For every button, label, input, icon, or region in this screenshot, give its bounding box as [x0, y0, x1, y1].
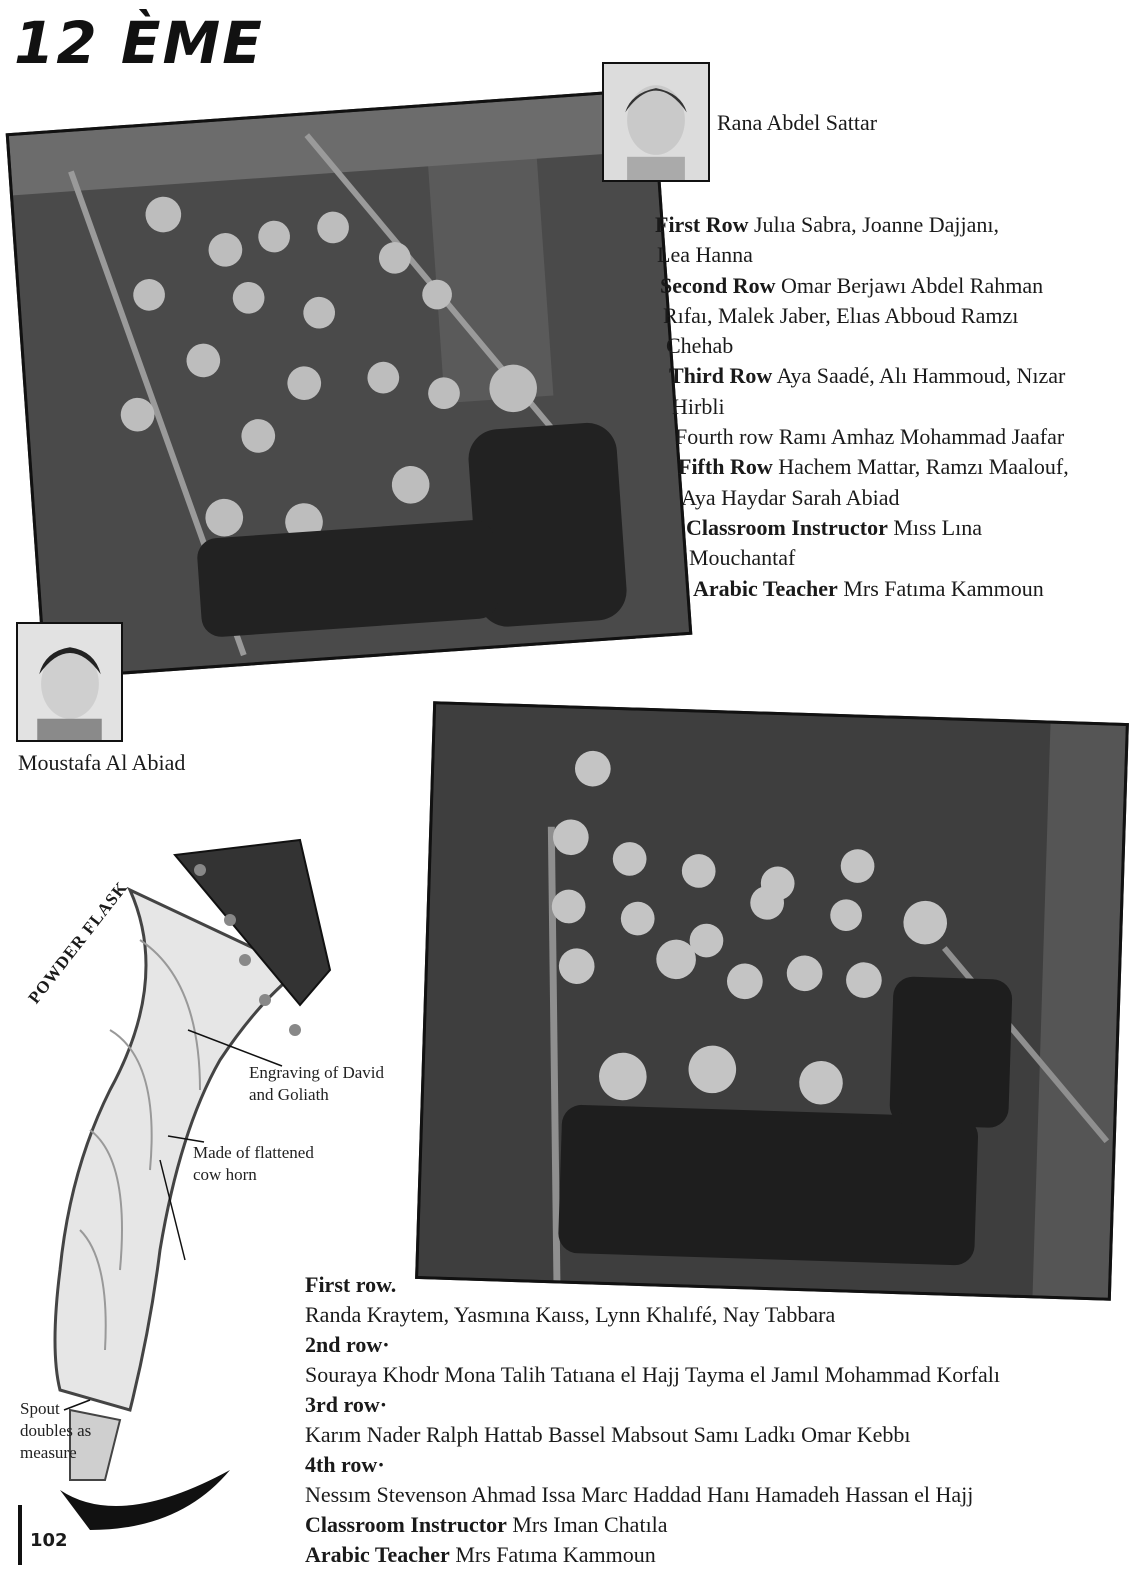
- roster-line: 4th row·: [305, 1452, 385, 1477]
- roster-line: Nessım Stevenson Ahmad Issa Marc Haddad Hanı Hamadeh Hassan el Hajj: [305, 1482, 974, 1507]
- roster-line: Chehab: [666, 333, 734, 359]
- portrait-photo-top: [602, 62, 710, 182]
- page-number-bar: [18, 1505, 22, 1565]
- roster-line: Karım Nader Ralph Hattab Bassel Mabsout Samı Ladkı Omar Kebbı: [305, 1422, 911, 1447]
- roster-line: Classroom Instructor Mrs Iman Chatıla: [305, 1512, 668, 1537]
- class-photo-bottom: [415, 701, 1129, 1301]
- flask-label-spout: Spout doubles as measure: [20, 1399, 92, 1462]
- roster-line: Aya Haydar Sarah Abiad: [681, 484, 900, 510]
- portrait-photo-left: [16, 622, 123, 742]
- roster-line: Second Row Omar Berjawı Abdel Rahman: [660, 272, 1044, 298]
- roster-line: 2nd row·: [305, 1332, 390, 1357]
- portrait-name-left: Moustafa Al Abiad: [18, 750, 186, 775]
- roster-line: Classroom Instructor Mıss Lına: [686, 514, 982, 540]
- roster-line: Fourth row Ramı Amhaz Mohammad Jaafar: [675, 424, 1065, 450]
- roster-line: Fifth Row Hachem Mattar, Ramzı Maalouf,: [678, 454, 1069, 480]
- roster-line: Arabic Teacher Mrs Fatıma Kammoun: [693, 575, 1044, 601]
- page-title: 12 ÈME: [14, 9, 264, 77]
- class-two-roster: [305, 1270, 1135, 1570]
- flask-label-horn: Made of flattened cow horn: [193, 1143, 314, 1184]
- flask-label-engraving: Engraving of David and Goliath: [249, 1063, 385, 1104]
- roster-line: Hirbli: [672, 393, 725, 419]
- class-photo-top: [6, 88, 693, 680]
- roster-line: First row.: [305, 1272, 397, 1297]
- roster-line: Lea Hanna: [657, 242, 753, 268]
- roster-line: Souraya Khodr Mona Talih Tatıana el Hajj Tayma el Jamıl Mohammad Korfalı: [305, 1362, 1000, 1387]
- roster-line: 3rd row·: [305, 1392, 388, 1417]
- roster-line: Third Row Aya Saadé, Alı Hammoud, Nızar: [669, 363, 1066, 389]
- roster-line: Arabic Teacher Mrs Fatıma Kammoun: [305, 1542, 656, 1567]
- roster-line: Rıfaı, Malek Jaber, Elıas Abboud Ramzı: [663, 302, 1019, 328]
- roster-line: Randa Kraytem, Yasmına Kaıss, Lynn Khalıfé, Nay Tabbara: [305, 1302, 836, 1327]
- flask-title: POWDER FLASK: [24, 877, 132, 1008]
- class-one-roster: [655, 210, 1140, 604]
- roster-line: First Row Julıa Sabra, Joanne Dajjanı,: [655, 212, 999, 237]
- roster-line: Mouchantaf: [689, 545, 796, 571]
- portrait-name-top: Rana Abdel Sattar: [717, 110, 878, 135]
- page-number: 102: [30, 1530, 68, 1551]
